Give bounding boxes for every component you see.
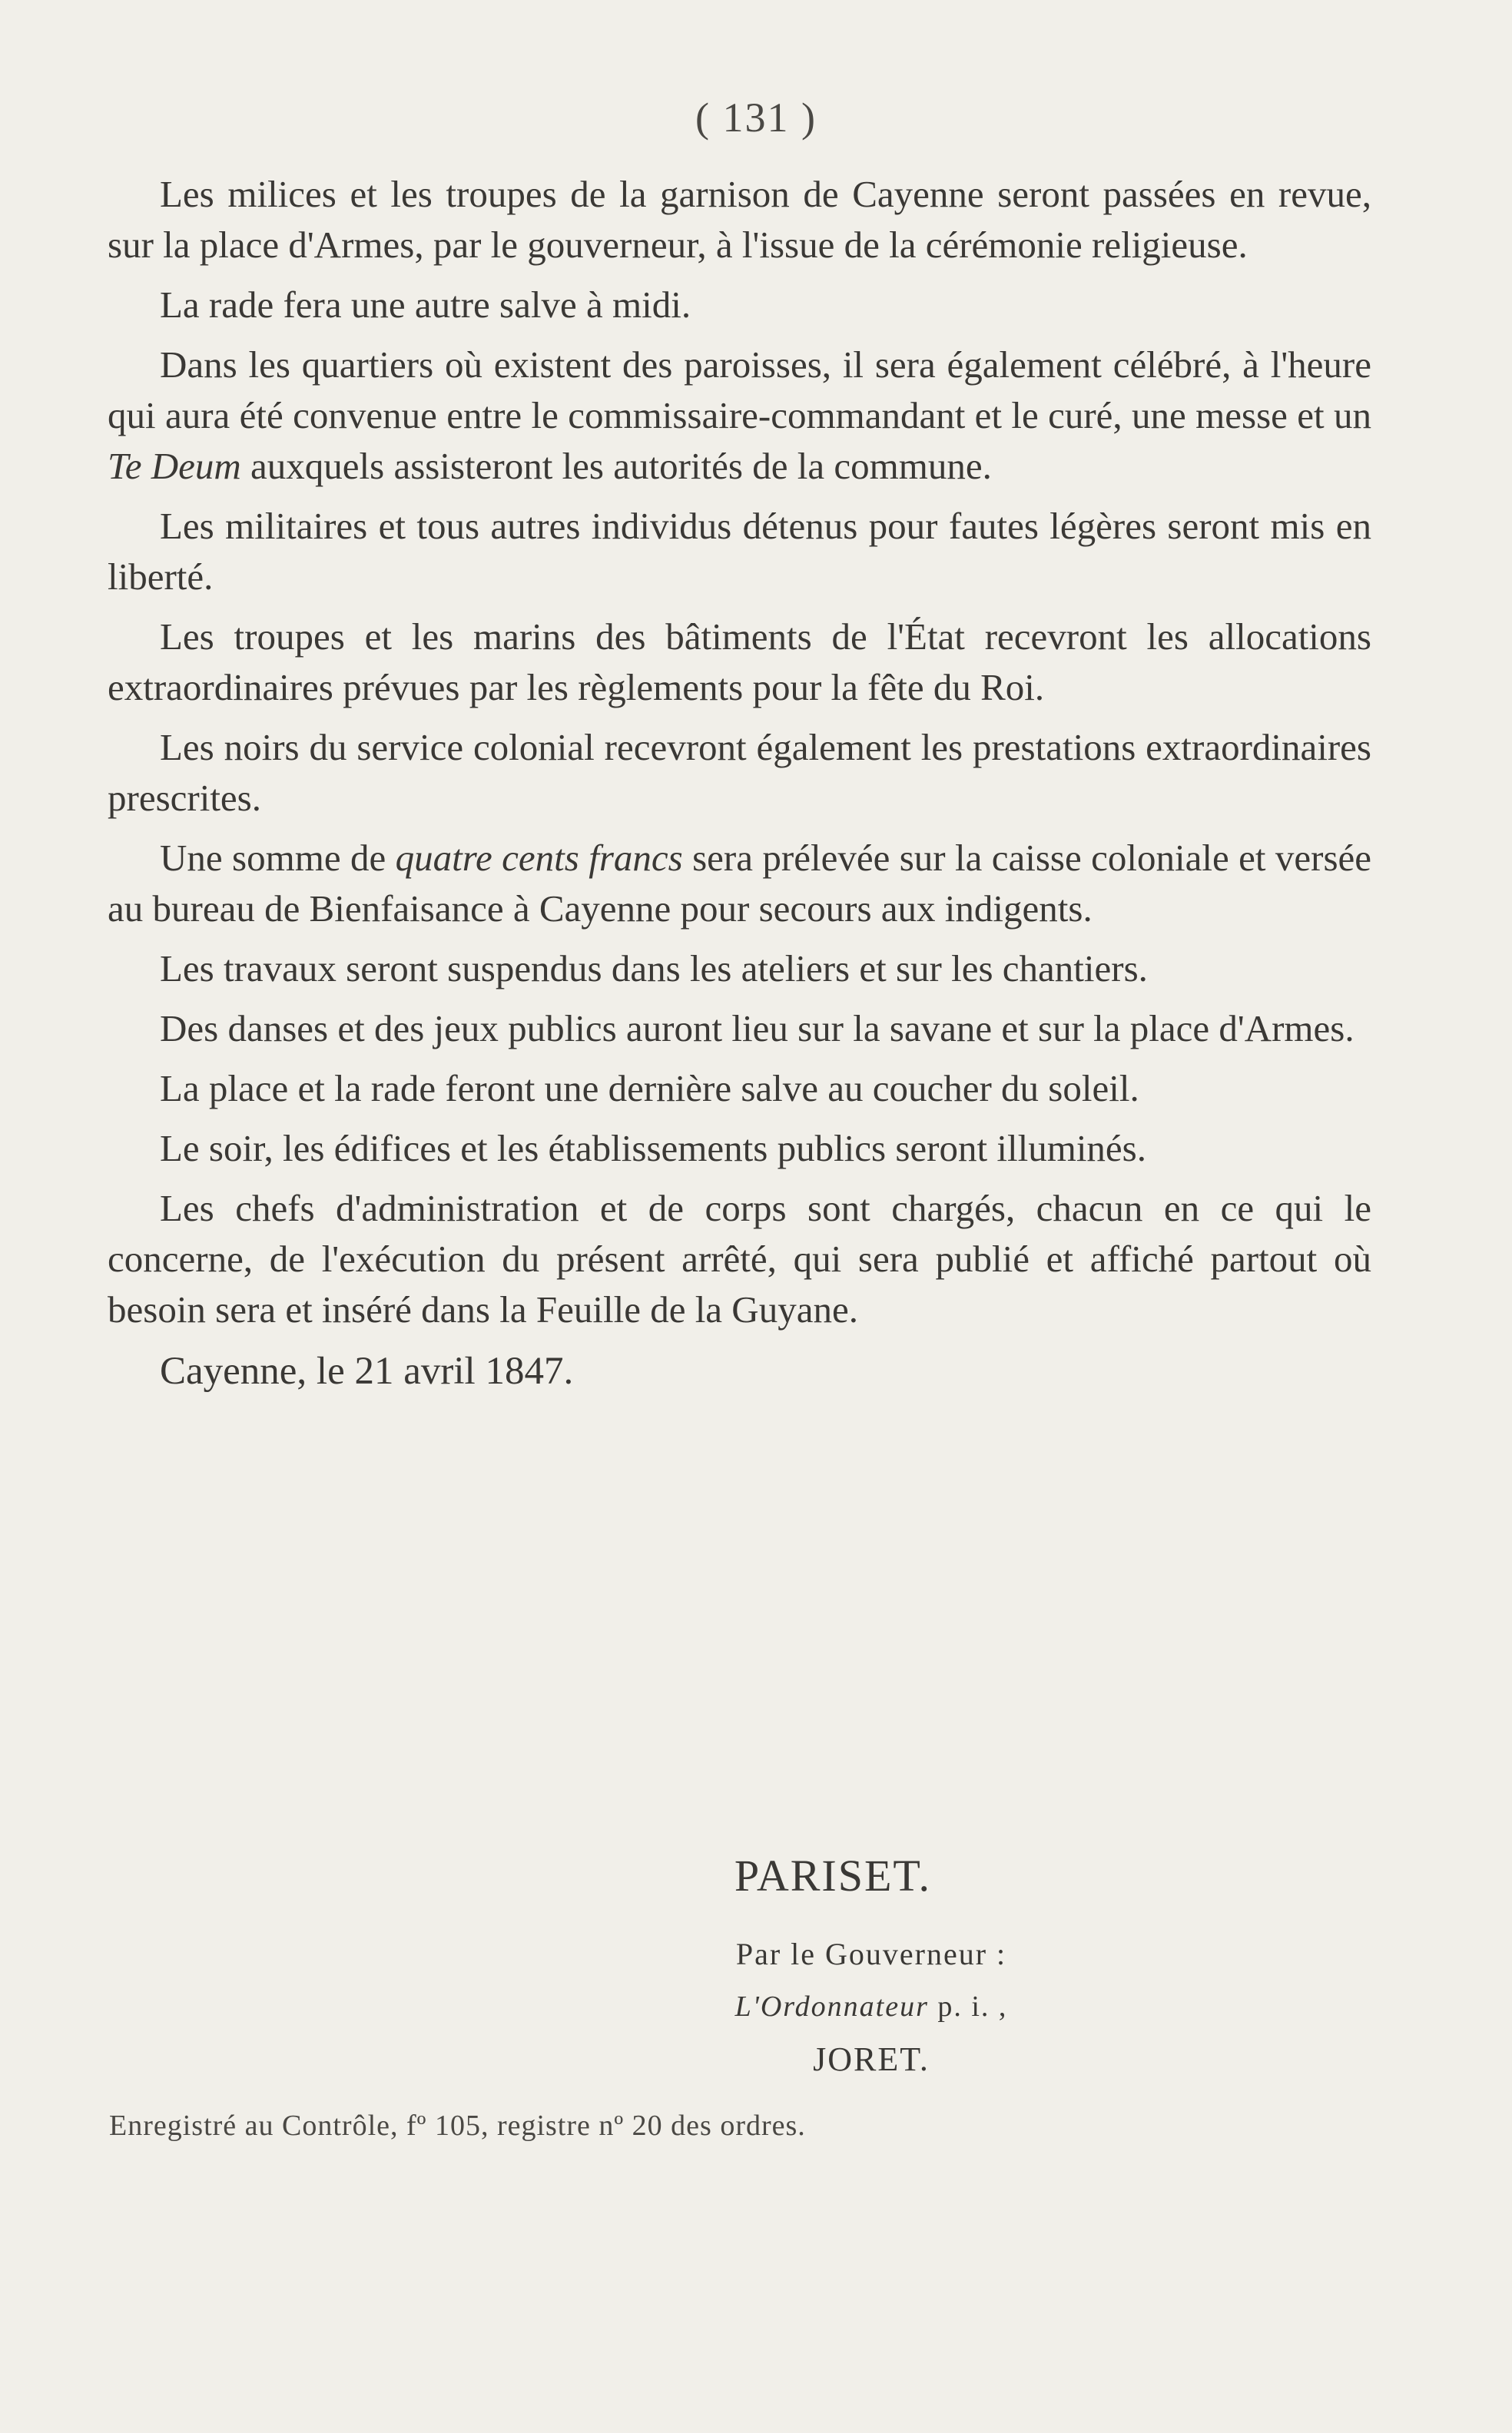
te-deum-italic: Te Deum — [108, 445, 241, 487]
signature-countersign: JORET. — [813, 2040, 930, 2078]
signature-role — [115, 1990, 1512, 2024]
paragraph-charity-end: sera prélevée sur la caisse coloniale et versée au bureau de Bienfaisance à Cayenne pour secours aux indigents. — [108, 837, 1372, 930]
paragraph-detainees: Les militaires et tous autres individus détenus pour fautes légères seront mis en liberté. — [108, 505, 1371, 598]
sum-italic: quatre cents francs — [395, 837, 683, 879]
paragraph-execution: Les chefs d'administration et de corps sont chargés, chacun en ce qui le concerne, de l'exécution du présent arrêté, qui sera publié et affiché partout où besoin sera et inséré dans la Feuille de la Guyane. — [108, 1187, 1371, 1331]
paragraph-works-suspended: Les travaux seront suspendus dans les ateliers et sur les chantiers. — [160, 947, 1148, 989]
decree-text — [108, 169, 1371, 1398]
signature-by-line: Par le Gouverneur : — [735, 1937, 1007, 1971]
paragraph-review: Les milices et les troupes de la garnison de Cayenne seront passées en revue, sur la place d'Armes, par le gouverneur, à l'issue de la cérémonie religieuse. — [108, 173, 1371, 266]
paragraph-colonial-service: Les noirs du service colonial recevront également les prestations extraordinaires prescrites. — [108, 726, 1371, 819]
paragraph-charity-start: Une somme de — [160, 837, 396, 879]
paragraph-parishes-end: auxquels assisteront les autorités de la commune. — [240, 445, 992, 487]
signature-governor: PARISET. — [734, 1851, 932, 1901]
paragraph-sunset-salute: La place et la rade feront une dernière salve au coucher du soleil. — [160, 1067, 1139, 1109]
paragraph-charity-sum — [108, 833, 1371, 934]
paragraph-illumination: Le soir, les édifices et les établissements publics seront illuminés. — [160, 1127, 1147, 1169]
dateline: Cayenne, le 21 avril 1847. — [160, 1350, 574, 1393]
paragraph-parishes — [108, 340, 1371, 492]
registration-note: Enregistré au Contrôle, fº 105, registre nº 20 des ordres. — [109, 2110, 806, 2142]
signature-role-suffix: p. i. , — [928, 1990, 1008, 2023]
paragraph-noon-salute: La rade fera une autre salve à midi. — [160, 283, 691, 326]
paragraph-dances-games: Des danses et des jeux publics auront lieu sur la savane et sur la place d'Armes. — [160, 1007, 1354, 1049]
paragraph-troops-allocations: Les troupes et les marins des bâtiments de l'État recevront les allocations extraordinaires prévues par les règlements pour la fête du Roi. — [108, 615, 1371, 708]
paragraph-parishes-start: Dans les quartiers où existent des paroisses, il sera également célébré, à l'heure qui aura été convenue entre le commissaire-commandant et le curé, une messe et un — [108, 343, 1371, 436]
signature-role-title: L'Ordonnateur — [734, 1990, 929, 2023]
page-number: ( 131 ) — [695, 94, 817, 141]
